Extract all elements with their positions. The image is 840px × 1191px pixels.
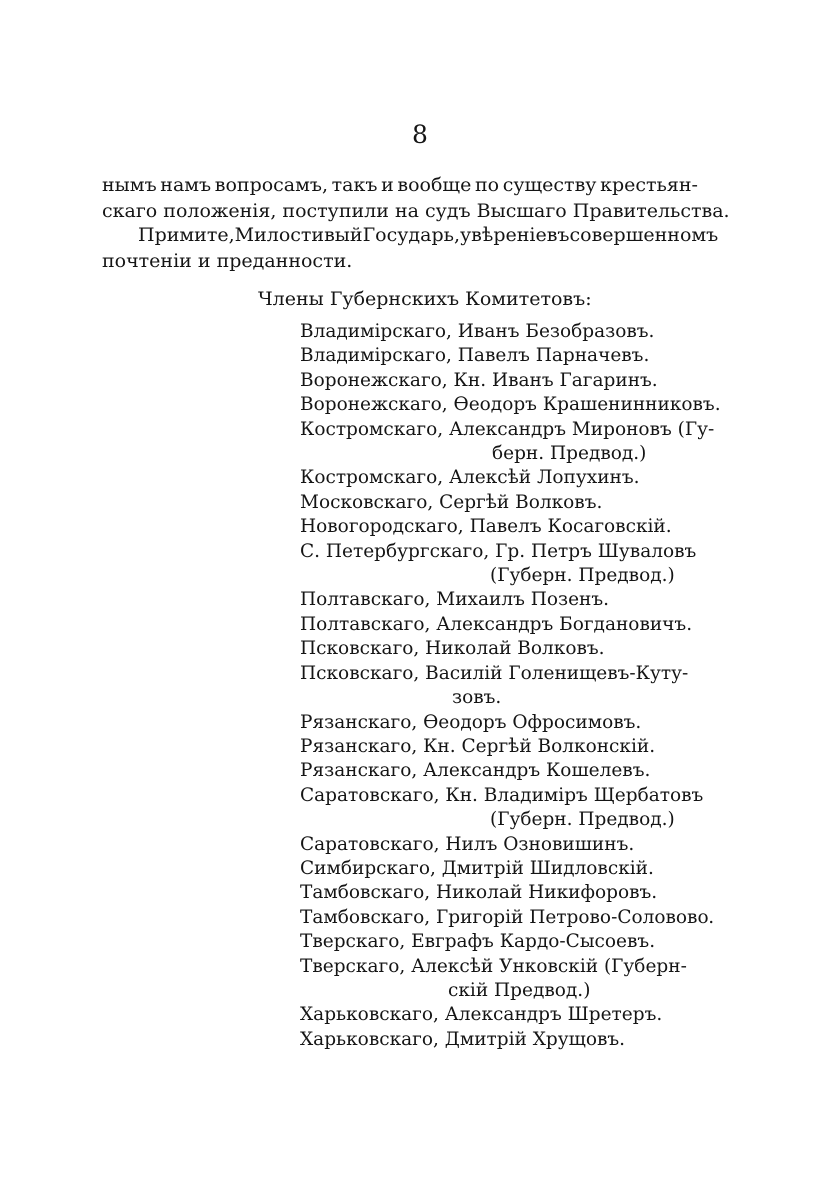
- member-text: Тверскаго, Алексѣй Унковскій (Губерн-: [300, 955, 687, 977]
- member-text: Воронежскаго, Кн. Иванъ Гагаринъ.: [300, 369, 658, 391]
- member-entry: [300, 759, 710, 783]
- page-number: 8: [412, 120, 428, 149]
- word: и: [381, 174, 394, 196]
- member-entry: [300, 613, 710, 637]
- member-entry: [300, 1003, 710, 1027]
- paragraph-1-line-2: скаго положенія, поступили на судъ Высшаго Правительства.: [102, 200, 730, 222]
- member-text: Полтавскаго, Михаилъ Позенъ.: [300, 589, 610, 611]
- member-continuation: (Губерн. Предвод.): [490, 809, 675, 831]
- member-text: Псковскаго, Василій Голенищевъ-Куту-: [300, 662, 689, 684]
- member-continuation: зовъ.: [452, 687, 502, 709]
- member-text: Костромскаго, Александръ Мироновъ (Гу-: [300, 418, 715, 440]
- member-entry: [300, 320, 710, 344]
- member-continuation: скій Предвод.): [448, 979, 591, 1001]
- paragraph-2-line-1: [138, 223, 719, 247]
- member-text: Новогородскаго, Павелъ Косаговскій.: [300, 516, 672, 538]
- member-text: Псковскаго, Николай Волковъ.: [300, 638, 605, 660]
- member-text: Московскаго, Сергѣй Волковъ.: [300, 491, 603, 513]
- word: Государь,: [362, 224, 460, 246]
- member-entry: [300, 418, 715, 467]
- member-continuation: (Губерн. Предвод.): [490, 565, 675, 587]
- member-text: Тамбовскаго, Николай Никифоровъ.: [300, 882, 658, 904]
- member-entry: [300, 491, 710, 515]
- word: вопросамъ,: [214, 174, 329, 196]
- member-text: Владимірскаго, Павелъ Парначевъ.: [300, 345, 650, 367]
- word: вообще: [397, 174, 472, 196]
- member-entry: [300, 1028, 710, 1052]
- member-text: Харьковскаго, Александръ Шретеръ.: [300, 1004, 663, 1026]
- paragraph-2-line-2: почтеніи и преданности.: [102, 250, 353, 272]
- member-entry: [300, 344, 710, 368]
- word: крестьян-: [600, 174, 698, 196]
- member-entry: [300, 466, 710, 490]
- member-entry: [300, 735, 710, 759]
- members-heading: Члены Губернскихъ Комитетовъ:: [258, 288, 592, 310]
- word: такъ: [331, 174, 378, 196]
- member-list: [300, 320, 721, 1052]
- member-entry: [300, 393, 721, 417]
- member-text: Владимірскаго, Иванъ Безобразовъ.: [300, 321, 655, 342]
- member-text: Костромскаго, Алексѣй Лопухинъ.: [300, 467, 640, 489]
- member-text: Саратовскаго, Нилъ Озновишинъ.: [300, 833, 635, 855]
- member-entry: [300, 588, 710, 612]
- member-text: С. Петербургскаго, Гр. Петръ Шуваловъ: [300, 540, 697, 562]
- member-entry: [300, 515, 710, 539]
- member-entry: [300, 662, 710, 711]
- member-text: Симбирскаго, Дмитрій Шидловскій.: [300, 857, 654, 879]
- member-continuation: берн. Предвод.): [492, 443, 647, 465]
- member-entry: [300, 930, 710, 954]
- word: по: [474, 174, 500, 196]
- member-entry: [300, 833, 710, 857]
- member-entry: [300, 637, 710, 661]
- member-entry: [300, 881, 710, 905]
- word: намъ: [160, 174, 212, 196]
- paragraph-1-line-1: [102, 173, 698, 197]
- word: существу: [502, 174, 597, 196]
- member-entry: [300, 857, 710, 881]
- member-entry: [300, 369, 710, 393]
- member-text: Рязанскаго, Кн. Сергѣй Волконскій.: [300, 735, 656, 757]
- member-entry: [300, 955, 710, 1004]
- member-text: Тверскаго, Евграфъ Кардо-Сысоевъ.: [300, 931, 656, 953]
- member-text: Рязанскаго, Александръ Кошелевъ.: [300, 760, 651, 782]
- member-entry: [300, 711, 710, 735]
- member-text: Рязанскаго, Ѳеодоръ Офросимовъ.: [300, 711, 642, 733]
- member-text: Саратовскаго, Кн. Владиміръ Щербатовъ: [300, 784, 704, 806]
- member-entry: [300, 784, 710, 833]
- word: совершенномъ: [569, 224, 719, 246]
- member-entry: [300, 906, 715, 930]
- word: нымъ: [102, 174, 157, 196]
- member-text: Полтавскаго, Александръ Богдановичъ.: [300, 613, 693, 635]
- member-text: Тамбовскаго, Григорій Петрово-Солововo.: [300, 906, 715, 928]
- word: Милостивый: [234, 224, 363, 246]
- word: увѣреніе: [460, 224, 547, 246]
- member-entry: [300, 540, 710, 589]
- word: Примите,: [138, 224, 235, 246]
- member-text: Харьковскаго, Дмитрій Хрущовъ.: [300, 1028, 626, 1050]
- member-text: Воронежскаго, Ѳеодоръ Крашенинниковъ.: [300, 394, 721, 416]
- word: въ: [546, 224, 570, 246]
